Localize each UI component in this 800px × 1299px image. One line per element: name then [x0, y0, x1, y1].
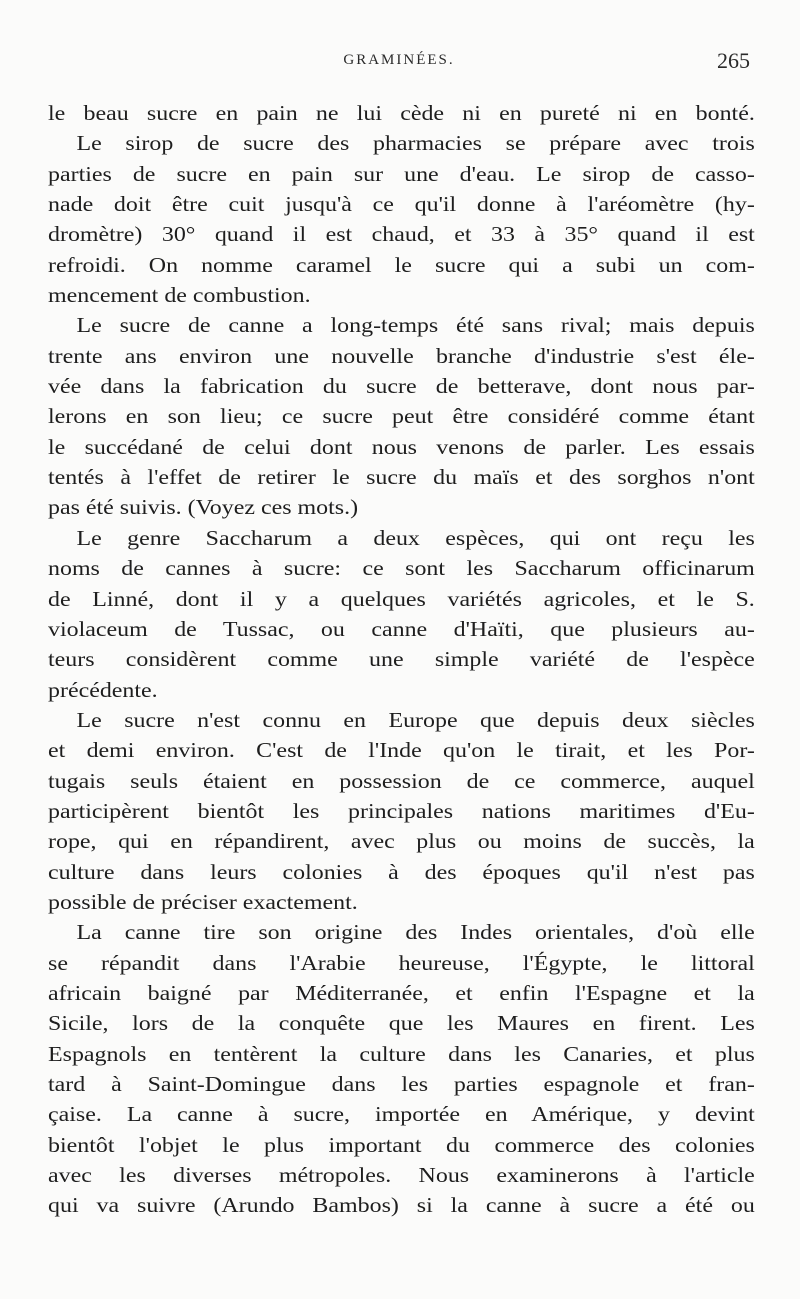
text-line: africain baigné par Méditerranée, et enfin l'Espagne et la: [48, 980, 755, 1005]
text-line: le succédané de celui dont nous venons de parler. Les essais: [48, 434, 755, 459]
text-line: bientôt l'objet le plus important du commerce des colonies: [48, 1132, 755, 1157]
text-line: nade doit être cuit jusqu'à ce qu'il donne à l'aréomètre (hy-: [48, 192, 755, 217]
text-line: trente ans environ une nouvelle branche d'industrie s'est éle-: [48, 343, 755, 368]
text-line: parties de sucre en pain sur une d'eau. Le sirop de casso-: [48, 161, 755, 186]
text-line: tentés à l'effet de retirer le sucre du maïs et des sorghos n'ont: [48, 465, 755, 490]
text-line: Le sucre n'est connu en Europe que depuis deux siècles: [76, 707, 755, 732]
text-line: refroidi. On nomme caramel le sucre qui a subi un com-: [48, 252, 755, 277]
text-line: vée dans la fabrication du sucre de betterave, dont nous par-: [48, 374, 755, 399]
text-line: Le sirop de sucre des pharmacies se prépare avec trois: [76, 131, 755, 156]
text-line: possible de préciser exactement.: [48, 889, 358, 914]
text-line: avec les diverses métropoles. Nous examinerons à l'article: [48, 1163, 755, 1188]
page-number: 265: [717, 48, 750, 73]
page-header: [48, 48, 750, 82]
text-line: se répandit dans l'Arabie heureuse, l'Égypte, le littoral: [48, 950, 755, 975]
text-line: et demi environ. C'est de l'Inde qu'on le tirait, et les Por-: [48, 738, 755, 763]
text-line: de Linné, dont il y a quelques variétés agricoles, et le S.: [48, 586, 755, 611]
text-line: Le genre Saccharum a deux espèces, qui ont reçu les: [76, 525, 755, 550]
body-text: [48, 98, 755, 1221]
text-line: tard à Saint-Domingue dans les parties espagnole et fran-: [48, 1072, 755, 1096]
text-line: qui va suivre (Arundo Bambos) si la canne à sucre a été ou: [48, 1193, 755, 1218]
text-line: teurs considèrent comme une simple variété de l'espèce: [48, 647, 755, 672]
text-line: rope, qui en répandirent, avec plus ou moins de succès, la: [48, 829, 755, 854]
text-line: violaceum de Tussac, ou canne d'Haïti, que plusieurs au-: [48, 616, 755, 641]
text-line: culture dans leurs colonies à des époques qu'il n'est pas: [48, 859, 755, 884]
text-line: lerons en son lieu; ce sucre peut être considéré comme étant: [48, 404, 755, 429]
text-line: mencement de combustion.: [48, 283, 311, 308]
running-title: GRAMINÉES.: [343, 52, 455, 68]
text-line: précédente.: [48, 677, 158, 702]
text-line: Sicile, lors de la conquête que les Maures en firent. Les: [48, 1011, 755, 1036]
text-line: le beau sucre en pain ne lui cède ni en pureté ni en bonté.: [48, 101, 755, 125]
text-line: Espagnols en tentèrent la culture dans les Canaries, et plus: [48, 1041, 755, 1066]
text-line: tugais seuls étaient en possession de ce commerce, auquel: [48, 768, 755, 793]
text-line: participèrent bientôt les principales nations maritimes d'Eu-: [48, 798, 755, 823]
text-line: çaise. La canne à sucre, importée en Amérique, y devint: [48, 1102, 755, 1127]
text-line: dromètre) 30° quand il est chaud, et 33 à 35° quand il est: [48, 222, 755, 247]
text-line: La canne tire son origine des Indes orientales, d'où elle: [76, 920, 755, 945]
text-line: noms de cannes à sucre: ce sont les Saccharum officinarum: [48, 556, 755, 581]
text-line: pas été suivis. (Voyez ces mots.): [48, 495, 359, 520]
text-line: Le sucre de canne a long-temps été sans rival; mais depuis: [76, 313, 755, 338]
